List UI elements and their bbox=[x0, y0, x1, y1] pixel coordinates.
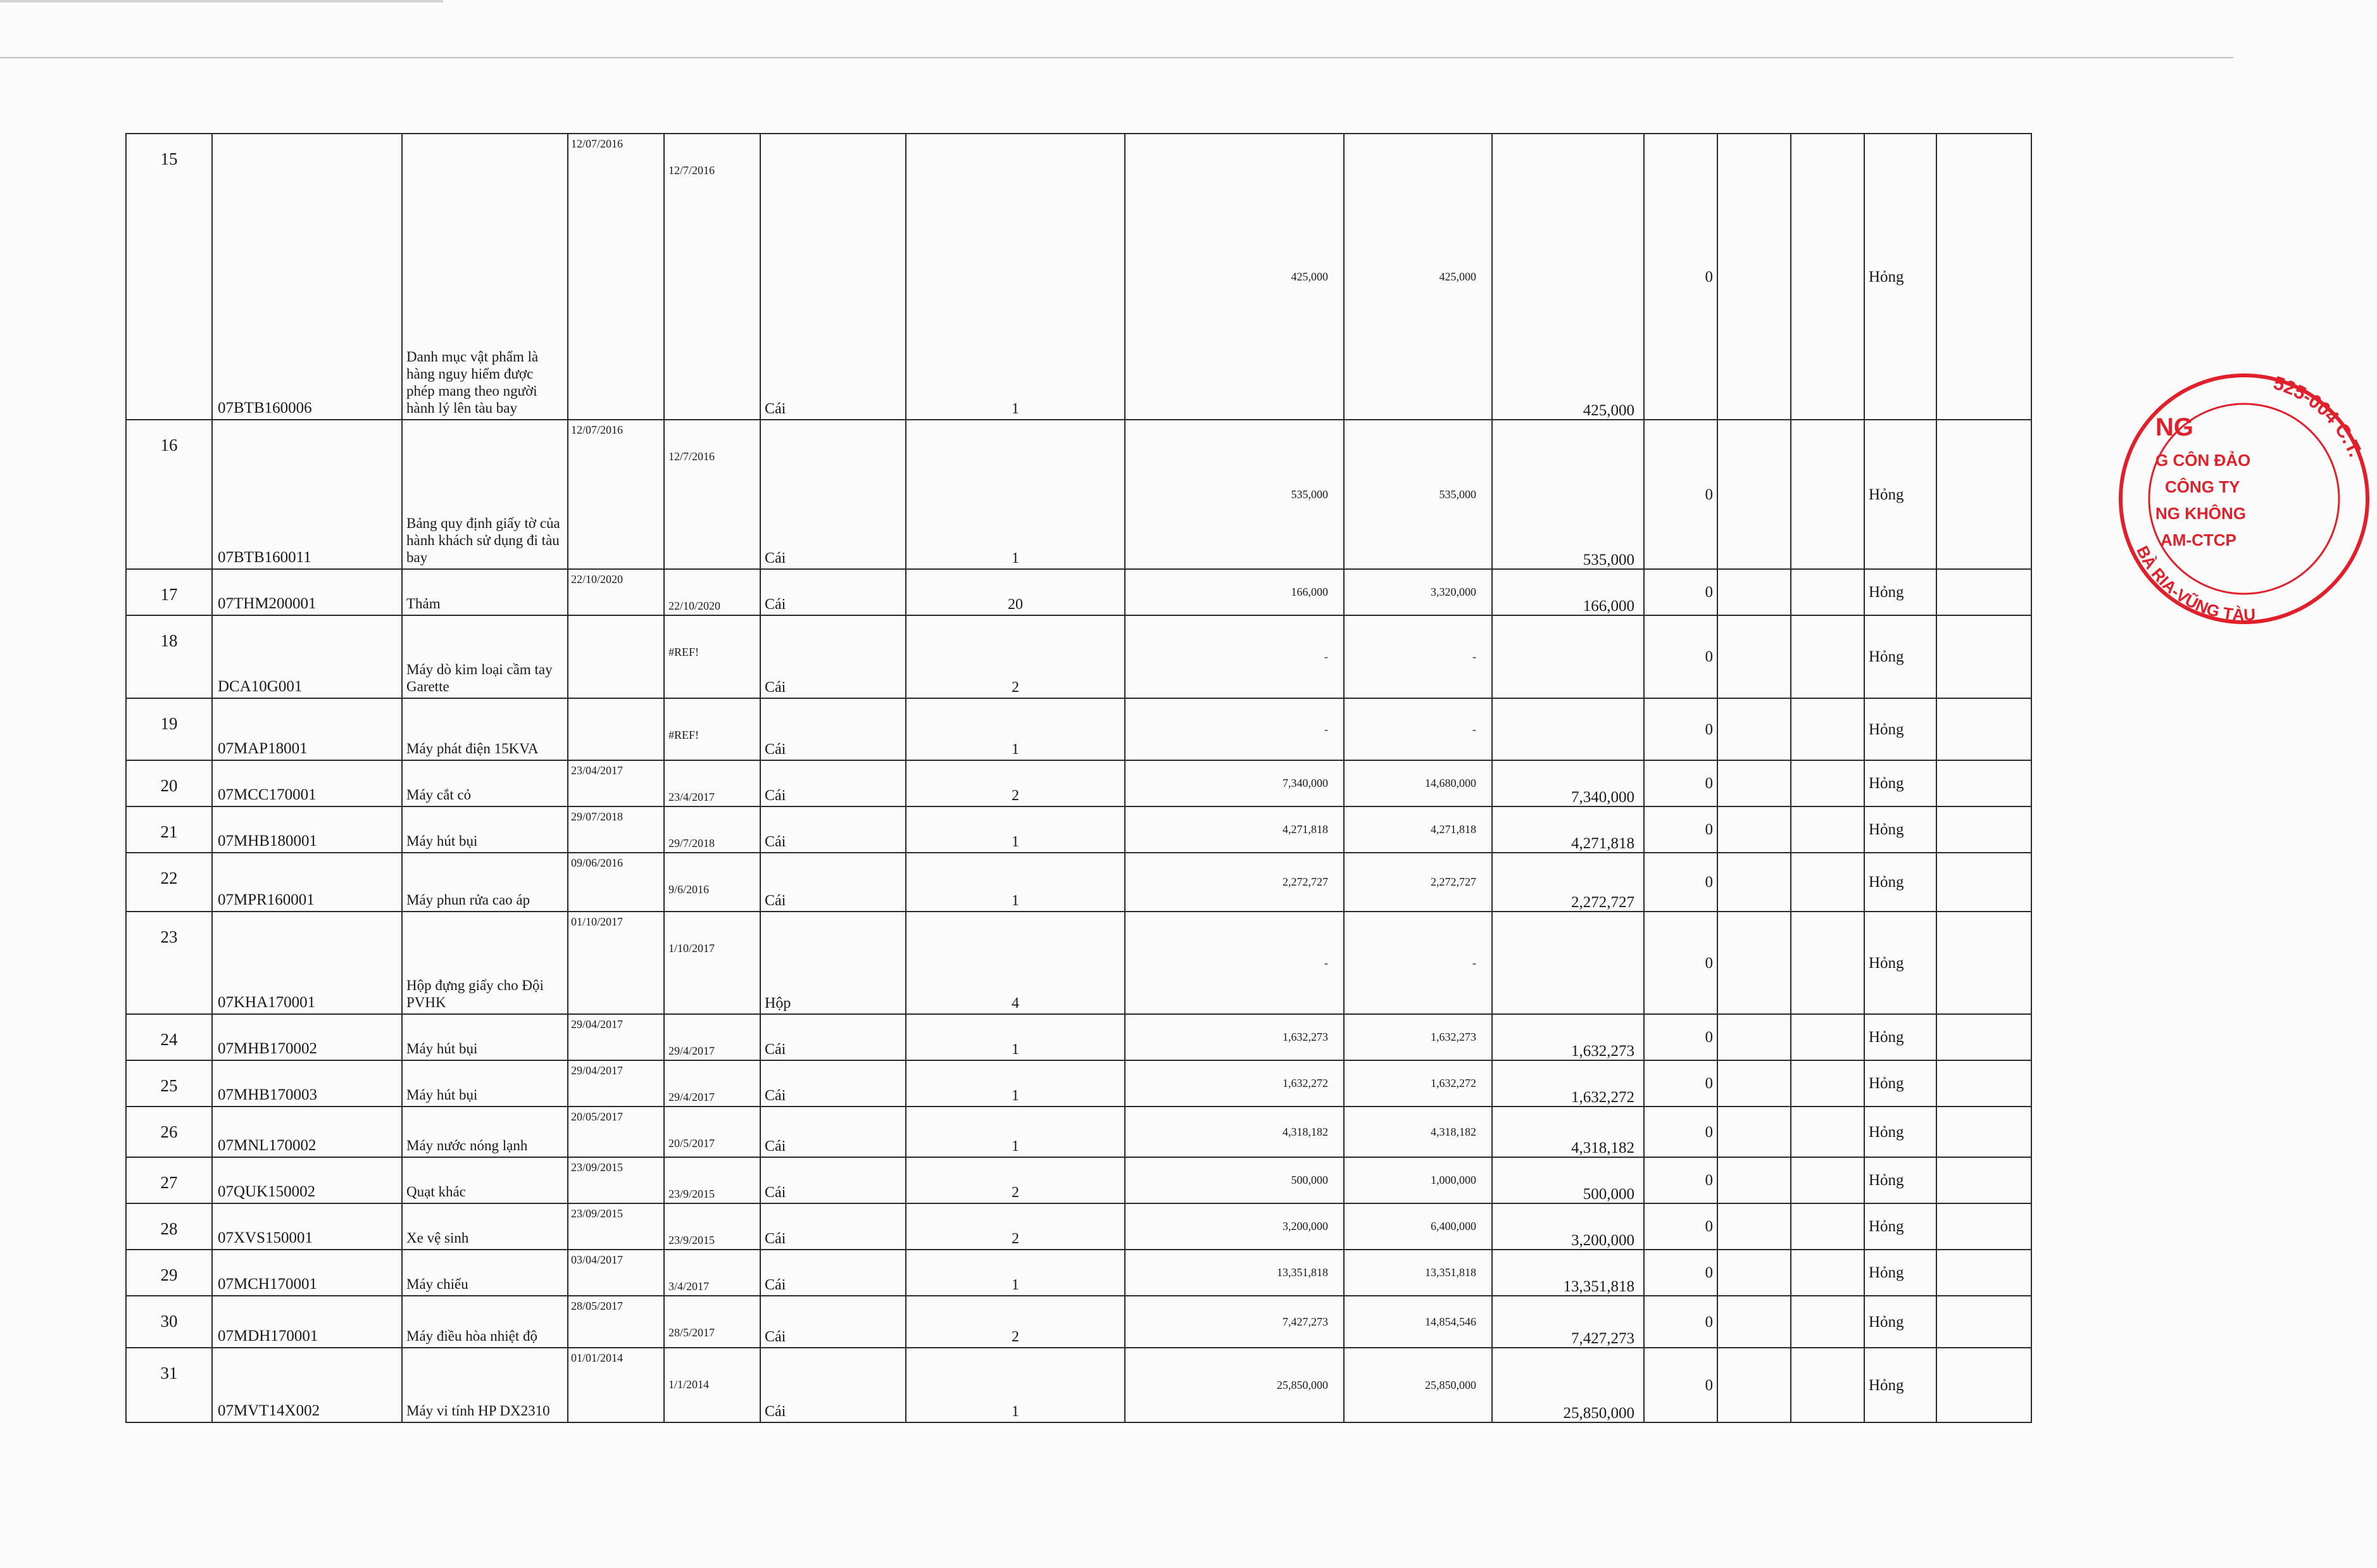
empty-cell-cell bbox=[1717, 760, 1791, 806]
unit-price-cell: 7,427,273 bbox=[1125, 1296, 1344, 1348]
remaining-value-cell: 4,318,182 bbox=[1492, 1107, 1644, 1157]
empty-cell-cell bbox=[1717, 1203, 1791, 1250]
asset-code-cell: 07MHB170002 bbox=[212, 1014, 402, 1060]
total-amount-cell: 1,632,273 bbox=[1344, 1014, 1492, 1060]
table-row bbox=[126, 134, 2031, 420]
remaining-value-cell bbox=[1492, 698, 1644, 760]
remaining-value-cell bbox=[1492, 912, 1644, 1014]
scan-edge-mark bbox=[0, 0, 443, 3]
seal-line-2: CÔNG TY bbox=[2165, 477, 2240, 496]
empty-cell-cell bbox=[1791, 569, 1864, 615]
zero-value-cell: 0 bbox=[1644, 853, 1717, 912]
unit-cell: Cái bbox=[760, 1014, 906, 1060]
zero-value-cell: 0 bbox=[1644, 1014, 1717, 1060]
table-row bbox=[126, 615, 2031, 698]
asset-name-cell: Máy hút bụi bbox=[402, 1014, 568, 1060]
empty-cell-cell bbox=[1791, 1014, 1864, 1060]
condition-status-cell: Hỏng bbox=[1864, 760, 1936, 806]
row-number-cell: 17 bbox=[126, 569, 212, 615]
unit-price-cell: 3,200,000 bbox=[1125, 1203, 1344, 1250]
quantity-cell: 1 bbox=[906, 134, 1125, 420]
total-amount-cell: 425,000 bbox=[1344, 134, 1492, 420]
seal-stamp bbox=[2111, 360, 2377, 638]
asset-code-cell: 07BTB160006 bbox=[212, 134, 402, 420]
total-amount-cell: 14,680,000 bbox=[1344, 760, 1492, 806]
empty-cell-cell bbox=[1791, 615, 1864, 698]
asset-name-cell: Máy cắt cỏ bbox=[402, 760, 568, 806]
asset-name-cell: Quạt khác bbox=[402, 1157, 568, 1203]
total-amount-cell: 1,632,272 bbox=[1344, 1060, 1492, 1107]
empty-cell-cell bbox=[1936, 1157, 2031, 1203]
zero-value-cell: 0 bbox=[1644, 698, 1717, 760]
empty-cell-cell bbox=[1717, 1348, 1791, 1422]
table-row bbox=[126, 806, 2031, 853]
asset-name-cell: Máy vi tính HP DX2310 bbox=[402, 1348, 568, 1422]
condition-status-cell: Hỏng bbox=[1864, 853, 1936, 912]
unit-price-cell: 425,000 bbox=[1125, 134, 1344, 420]
table-row bbox=[126, 1157, 2031, 1203]
usage-date-cell: 1/1/2014 bbox=[664, 1348, 760, 1422]
quantity-cell: 1 bbox=[906, 1107, 1125, 1157]
zero-value-cell: 0 bbox=[1644, 1348, 1717, 1422]
row-number-cell: 25 bbox=[126, 1060, 212, 1107]
acquisition-date-cell: 03/04/2017 bbox=[568, 1250, 664, 1296]
empty-cell-cell bbox=[1936, 1107, 2031, 1157]
empty-cell-cell bbox=[1717, 1060, 1791, 1107]
total-amount-cell: 4,318,182 bbox=[1344, 1107, 1492, 1157]
zero-value-cell: 0 bbox=[1644, 615, 1717, 698]
seal-top-text: NG bbox=[2155, 413, 2193, 441]
asset-code-cell: 07BTB160011 bbox=[212, 420, 402, 569]
condition-status-cell: Hỏng bbox=[1864, 1296, 1936, 1348]
zero-value-cell: 0 bbox=[1644, 912, 1717, 1014]
asset-name-cell: Máy nước nóng lạnh bbox=[402, 1107, 568, 1157]
asset-code-cell: 07KHA170001 bbox=[212, 912, 402, 1014]
acquisition-date-cell: 23/09/2015 bbox=[568, 1203, 664, 1250]
unit-cell: Cái bbox=[760, 1250, 906, 1296]
row-number-cell: 20 bbox=[126, 760, 212, 806]
table-row bbox=[126, 760, 2031, 806]
table-row bbox=[126, 1107, 2031, 1157]
unit-cell: Cái bbox=[760, 806, 906, 853]
zero-value-cell: 0 bbox=[1644, 806, 1717, 853]
condition-status-cell: Hỏng bbox=[1864, 1203, 1936, 1250]
row-number-cell: 29 bbox=[126, 1250, 212, 1296]
usage-date-cell: 29/4/2017 bbox=[664, 1060, 760, 1107]
asset-table-body bbox=[126, 134, 2031, 1422]
empty-cell-cell bbox=[1936, 1060, 2031, 1107]
unit-cell: Cái bbox=[760, 1296, 906, 1348]
empty-cell-cell bbox=[1791, 1203, 1864, 1250]
quantity-cell: 1 bbox=[906, 1250, 1125, 1296]
usage-date-cell: 12/7/2016 bbox=[664, 134, 760, 420]
asset-name-cell: Xe vệ sinh bbox=[402, 1203, 568, 1250]
empty-cell-cell bbox=[1791, 760, 1864, 806]
acquisition-date-cell: 29/07/2018 bbox=[568, 806, 664, 853]
usage-date-cell: 29/7/2018 bbox=[664, 806, 760, 853]
condition-status-cell: Hỏng bbox=[1864, 420, 1936, 569]
quantity-cell: 2 bbox=[906, 1203, 1125, 1250]
unit-cell: Cái bbox=[760, 1060, 906, 1107]
acquisition-date-cell: 01/10/2017 bbox=[568, 912, 664, 1014]
row-number-cell: 22 bbox=[126, 853, 212, 912]
row-number-cell: 19 bbox=[126, 698, 212, 760]
empty-cell-cell bbox=[1936, 1296, 2031, 1348]
empty-cell-cell bbox=[1791, 853, 1864, 912]
usage-date-cell: 28/5/2017 bbox=[664, 1296, 760, 1348]
empty-cell-cell bbox=[1717, 420, 1791, 569]
remaining-value-cell: 7,427,273 bbox=[1492, 1296, 1644, 1348]
total-amount-cell: 13,351,818 bbox=[1344, 1250, 1492, 1296]
seal-line-1: G CÔN ĐẢO bbox=[2155, 451, 2251, 470]
empty-cell-cell bbox=[1936, 1348, 2031, 1422]
usage-date-cell: #REF! bbox=[664, 615, 760, 698]
condition-status-cell: Hỏng bbox=[1864, 806, 1936, 853]
empty-cell-cell bbox=[1936, 912, 2031, 1014]
quantity-cell: 2 bbox=[906, 1157, 1125, 1203]
empty-cell-cell bbox=[1717, 1296, 1791, 1348]
zero-value-cell: 0 bbox=[1644, 1296, 1717, 1348]
zero-value-cell: 0 bbox=[1644, 1107, 1717, 1157]
usage-date-cell: #REF! bbox=[664, 698, 760, 760]
acquisition-date-cell bbox=[568, 698, 664, 760]
unit-cell: Cái bbox=[760, 420, 906, 569]
empty-cell-cell bbox=[1791, 698, 1864, 760]
table-row bbox=[126, 1060, 2031, 1107]
unit-cell: Cái bbox=[760, 1203, 906, 1250]
total-amount-cell: 3,320,000 bbox=[1344, 569, 1492, 615]
unit-price-cell: 4,318,182 bbox=[1125, 1107, 1344, 1157]
empty-cell-cell bbox=[1717, 912, 1791, 1014]
acquisition-date-cell: 29/04/2017 bbox=[568, 1060, 664, 1107]
empty-cell-cell bbox=[1717, 698, 1791, 760]
row-number-cell: 27 bbox=[126, 1157, 212, 1203]
remaining-value-cell: 1,632,273 bbox=[1492, 1014, 1644, 1060]
total-amount-cell: 1,000,000 bbox=[1344, 1157, 1492, 1203]
asset-name-cell: Máy phun rửa cao áp bbox=[402, 853, 568, 912]
unit-price-cell: 500,000 bbox=[1125, 1157, 1344, 1203]
empty-cell-cell bbox=[1717, 615, 1791, 698]
empty-cell-cell bbox=[1717, 1014, 1791, 1060]
table-row bbox=[126, 853, 2031, 912]
remaining-value-cell: 535,000 bbox=[1492, 420, 1644, 569]
remaining-value-cell: 1,632,272 bbox=[1492, 1060, 1644, 1107]
unit-cell: Cái bbox=[760, 615, 906, 698]
table-row bbox=[126, 569, 2031, 615]
seal-line-3: NG KHÔNG bbox=[2155, 504, 2246, 523]
asset-name-cell: Thảm bbox=[402, 569, 568, 615]
empty-cell-cell bbox=[1791, 1060, 1864, 1107]
quantity-cell: 2 bbox=[906, 615, 1125, 698]
table-row bbox=[126, 1348, 2031, 1422]
remaining-value-cell: 3,200,000 bbox=[1492, 1203, 1644, 1250]
zero-value-cell: 0 bbox=[1644, 760, 1717, 806]
empty-cell-cell bbox=[1717, 806, 1791, 853]
seal-bottom-text: BÀ RỊA-VŨNG TÀU bbox=[2133, 543, 2256, 625]
unit-price-cell: - bbox=[1125, 698, 1344, 760]
quantity-cell: 1 bbox=[906, 853, 1125, 912]
usage-date-cell: 12/7/2016 bbox=[664, 420, 760, 569]
condition-status-cell: Hỏng bbox=[1864, 134, 1936, 420]
remaining-value-cell: 7,340,000 bbox=[1492, 760, 1644, 806]
row-number-cell: 15 bbox=[126, 134, 212, 420]
remaining-value-cell: 25,850,000 bbox=[1492, 1348, 1644, 1422]
empty-cell-cell bbox=[1791, 1296, 1864, 1348]
total-amount-cell: - bbox=[1344, 698, 1492, 760]
row-number-cell: 23 bbox=[126, 912, 212, 1014]
empty-cell-cell bbox=[1791, 806, 1864, 853]
zero-value-cell: 0 bbox=[1644, 1060, 1717, 1107]
unit-price-cell: 166,000 bbox=[1125, 569, 1344, 615]
asset-name-cell: Máy điều hòa nhiệt độ bbox=[402, 1296, 568, 1348]
empty-cell-cell bbox=[1936, 569, 2031, 615]
row-number-cell: 31 bbox=[126, 1348, 212, 1422]
zero-value-cell: 0 bbox=[1644, 1250, 1717, 1296]
asset-name-cell: Hộp đựng giấy cho Đội PVHK bbox=[402, 912, 568, 1014]
acquisition-date-cell: 23/09/2015 bbox=[568, 1157, 664, 1203]
quantity-cell: 4 bbox=[906, 912, 1125, 1014]
asset-name-cell: Máy chiếu bbox=[402, 1250, 568, 1296]
usage-date-cell: 23/4/2017 bbox=[664, 760, 760, 806]
table-row bbox=[126, 698, 2031, 760]
condition-status-cell: Hỏng bbox=[1864, 912, 1936, 1014]
quantity-cell: 1 bbox=[906, 806, 1125, 853]
table-row bbox=[126, 1203, 2031, 1250]
total-amount-cell: 4,271,818 bbox=[1344, 806, 1492, 853]
quantity-cell: 1 bbox=[906, 1014, 1125, 1060]
unit-price-cell: 1,632,273 bbox=[1125, 1014, 1344, 1060]
total-amount-cell: 2,272,727 bbox=[1344, 853, 1492, 912]
unit-cell: Cái bbox=[760, 1348, 906, 1422]
remaining-value-cell: 166,000 bbox=[1492, 569, 1644, 615]
unit-cell: Cái bbox=[760, 569, 906, 615]
table-row bbox=[126, 1014, 2031, 1060]
row-number-cell: 24 bbox=[126, 1014, 212, 1060]
asset-code-cell: 07MHB180001 bbox=[212, 806, 402, 853]
remaining-value-cell: 500,000 bbox=[1492, 1157, 1644, 1203]
unit-price-cell: 1,632,272 bbox=[1125, 1060, 1344, 1107]
condition-status-cell: Hỏng bbox=[1864, 569, 1936, 615]
zero-value-cell: 0 bbox=[1644, 1157, 1717, 1203]
asset-name-cell: Máy phát điện 15KVA bbox=[402, 698, 568, 760]
row-number-cell: 30 bbox=[126, 1296, 212, 1348]
usage-date-cell: 3/4/2017 bbox=[664, 1250, 760, 1296]
remaining-value-cell bbox=[1492, 615, 1644, 698]
row-number-cell: 16 bbox=[126, 420, 212, 569]
unit-price-cell: 7,340,000 bbox=[1125, 760, 1344, 806]
asset-name-cell: Máy dò kim loại cầm tay Garette bbox=[402, 615, 568, 698]
unit-price-cell: 25,850,000 bbox=[1125, 1348, 1344, 1422]
total-amount-cell: 25,850,000 bbox=[1344, 1348, 1492, 1422]
unit-cell: Cái bbox=[760, 134, 906, 420]
empty-cell-cell bbox=[1717, 853, 1791, 912]
acquisition-date-cell bbox=[568, 615, 664, 698]
row-number-cell: 18 bbox=[126, 615, 212, 698]
empty-cell-cell bbox=[1936, 420, 2031, 569]
asset-name-cell: Bảng quy định giấy tờ của hành khách sử dụng đi tàu bay bbox=[402, 420, 568, 569]
table-row bbox=[126, 912, 2031, 1014]
empty-cell-cell bbox=[1791, 1348, 1864, 1422]
unit-price-cell: 4,271,818 bbox=[1125, 806, 1344, 853]
acquisition-date-cell: 22/10/2020 bbox=[568, 569, 664, 615]
row-number-cell: 21 bbox=[126, 806, 212, 853]
unit-cell: Cái bbox=[760, 698, 906, 760]
quantity-cell: 1 bbox=[906, 1060, 1125, 1107]
seal-line-4: AM-CTCP bbox=[2161, 530, 2236, 549]
asset-table bbox=[125, 133, 2032, 1423]
asset-code-cell: 07MCH170001 bbox=[212, 1250, 402, 1296]
asset-code-cell: 07MHB170003 bbox=[212, 1060, 402, 1107]
unit-cell: Hộp bbox=[760, 912, 906, 1014]
total-amount-cell: 535,000 bbox=[1344, 420, 1492, 569]
quantity-cell: 2 bbox=[906, 760, 1125, 806]
row-number-cell: 28 bbox=[126, 1203, 212, 1250]
usage-date-cell: 23/9/2015 bbox=[664, 1203, 760, 1250]
acquisition-date-cell: 09/06/2016 bbox=[568, 853, 664, 912]
asset-code-cell: 07XVS150001 bbox=[212, 1203, 402, 1250]
usage-date-cell: 23/9/2015 bbox=[664, 1157, 760, 1203]
zero-value-cell: 0 bbox=[1644, 134, 1717, 420]
empty-cell-cell bbox=[1791, 912, 1864, 1014]
empty-cell-cell bbox=[1936, 1203, 2031, 1250]
asset-code-cell: 07MPR160001 bbox=[212, 853, 402, 912]
table-row bbox=[126, 1250, 2031, 1296]
asset-code-cell: 07THM200001 bbox=[212, 569, 402, 615]
empty-cell-cell bbox=[1791, 134, 1864, 420]
condition-status-cell: Hỏng bbox=[1864, 698, 1936, 760]
unit-price-cell: - bbox=[1125, 615, 1344, 698]
empty-cell-cell bbox=[1936, 615, 2031, 698]
empty-cell-cell bbox=[1717, 569, 1791, 615]
acquisition-date-cell: 29/04/2017 bbox=[568, 1014, 664, 1060]
zero-value-cell: 0 bbox=[1644, 569, 1717, 615]
seal-number-text: 525-004 C.T. bbox=[2271, 372, 2366, 460]
usage-date-cell: 29/4/2017 bbox=[664, 1014, 760, 1060]
usage-date-cell: 9/6/2016 bbox=[664, 853, 760, 912]
empty-cell-cell bbox=[1936, 853, 2031, 912]
empty-cell-cell bbox=[1791, 1250, 1864, 1296]
unit-cell: Cái bbox=[760, 760, 906, 806]
scan-header-line bbox=[0, 57, 2233, 58]
condition-status-cell: Hỏng bbox=[1864, 1107, 1936, 1157]
asset-code-cell: 07MCC170001 bbox=[212, 760, 402, 806]
quantity-cell: 1 bbox=[906, 1348, 1125, 1422]
quantity-cell: 1 bbox=[906, 420, 1125, 569]
empty-cell-cell bbox=[1936, 760, 2031, 806]
usage-date-cell: 22/10/2020 bbox=[664, 569, 760, 615]
unit-cell: Cái bbox=[760, 1157, 906, 1203]
acquisition-date-cell: 12/07/2016 bbox=[568, 420, 664, 569]
empty-cell-cell bbox=[1936, 1014, 2031, 1060]
usage-date-cell: 20/5/2017 bbox=[664, 1107, 760, 1157]
total-amount-cell: - bbox=[1344, 615, 1492, 698]
usage-date-cell: 1/10/2017 bbox=[664, 912, 760, 1014]
unit-price-cell: - bbox=[1125, 912, 1344, 1014]
asset-name-cell: Máy hút bụi bbox=[402, 1060, 568, 1107]
unit-price-cell: 535,000 bbox=[1125, 420, 1344, 569]
asset-code-cell: 07MNL170002 bbox=[212, 1107, 402, 1157]
table-row bbox=[126, 420, 2031, 569]
remaining-value-cell: 2,272,727 bbox=[1492, 853, 1644, 912]
total-amount-cell: 14,854,546 bbox=[1344, 1296, 1492, 1348]
empty-cell-cell bbox=[1791, 420, 1864, 569]
acquisition-date-cell: 23/04/2017 bbox=[568, 760, 664, 806]
asset-code-cell: DCA10G001 bbox=[212, 615, 402, 698]
unit-cell: Cái bbox=[760, 853, 906, 912]
unit-price-cell: 2,272,727 bbox=[1125, 853, 1344, 912]
zero-value-cell: 0 bbox=[1644, 1203, 1717, 1250]
acquisition-date-cell: 28/05/2017 bbox=[568, 1296, 664, 1348]
total-amount-cell: 6,400,000 bbox=[1344, 1203, 1492, 1250]
asset-code-cell: 07MDH170001 bbox=[212, 1296, 402, 1348]
remaining-value-cell: 425,000 bbox=[1492, 134, 1644, 420]
empty-cell-cell bbox=[1717, 1157, 1791, 1203]
empty-cell-cell bbox=[1717, 1250, 1791, 1296]
quantity-cell: 1 bbox=[906, 698, 1125, 760]
empty-cell-cell bbox=[1717, 1107, 1791, 1157]
condition-status-cell: Hỏng bbox=[1864, 1348, 1936, 1422]
asset-name-cell: Máy hút bụi bbox=[402, 806, 568, 853]
empty-cell-cell bbox=[1936, 698, 2031, 760]
empty-cell-cell bbox=[1936, 806, 2031, 853]
remaining-value-cell: 13,351,818 bbox=[1492, 1250, 1644, 1296]
condition-status-cell: Hỏng bbox=[1864, 1157, 1936, 1203]
condition-status-cell: Hỏng bbox=[1864, 1014, 1936, 1060]
empty-cell-cell bbox=[1936, 1250, 2031, 1296]
quantity-cell: 20 bbox=[906, 569, 1125, 615]
empty-cell-cell bbox=[1717, 134, 1791, 420]
condition-status-cell: Hỏng bbox=[1864, 1250, 1936, 1296]
unit-price-cell: 13,351,818 bbox=[1125, 1250, 1344, 1296]
zero-value-cell: 0 bbox=[1644, 420, 1717, 569]
table-row bbox=[126, 1296, 2031, 1348]
asset-name-cell: Danh mục vật phẩm là hàng nguy hiểm được phép mang theo người hành lý lên tàu bay bbox=[402, 134, 568, 420]
empty-cell-cell bbox=[1791, 1107, 1864, 1157]
remaining-value-cell: 4,271,818 bbox=[1492, 806, 1644, 853]
unit-cell: Cái bbox=[760, 1107, 906, 1157]
total-amount-cell: - bbox=[1344, 912, 1492, 1014]
asset-code-cell: 07QUK150002 bbox=[212, 1157, 402, 1203]
condition-status-cell: Hỏng bbox=[1864, 615, 1936, 698]
quantity-cell: 2 bbox=[906, 1296, 1125, 1348]
acquisition-date-cell: 20/05/2017 bbox=[568, 1107, 664, 1157]
row-number-cell: 26 bbox=[126, 1107, 212, 1157]
asset-code-cell: 07MVT14X002 bbox=[212, 1348, 402, 1422]
acquisition-date-cell: 01/01/2014 bbox=[568, 1348, 664, 1422]
empty-cell-cell bbox=[1936, 134, 2031, 420]
empty-cell-cell bbox=[1791, 1157, 1864, 1203]
company-seal bbox=[2111, 360, 2366, 638]
asset-code-cell: 07MAP18001 bbox=[212, 698, 402, 760]
acquisition-date-cell: 12/07/2016 bbox=[568, 134, 664, 420]
condition-status-cell: Hỏng bbox=[1864, 1060, 1936, 1107]
